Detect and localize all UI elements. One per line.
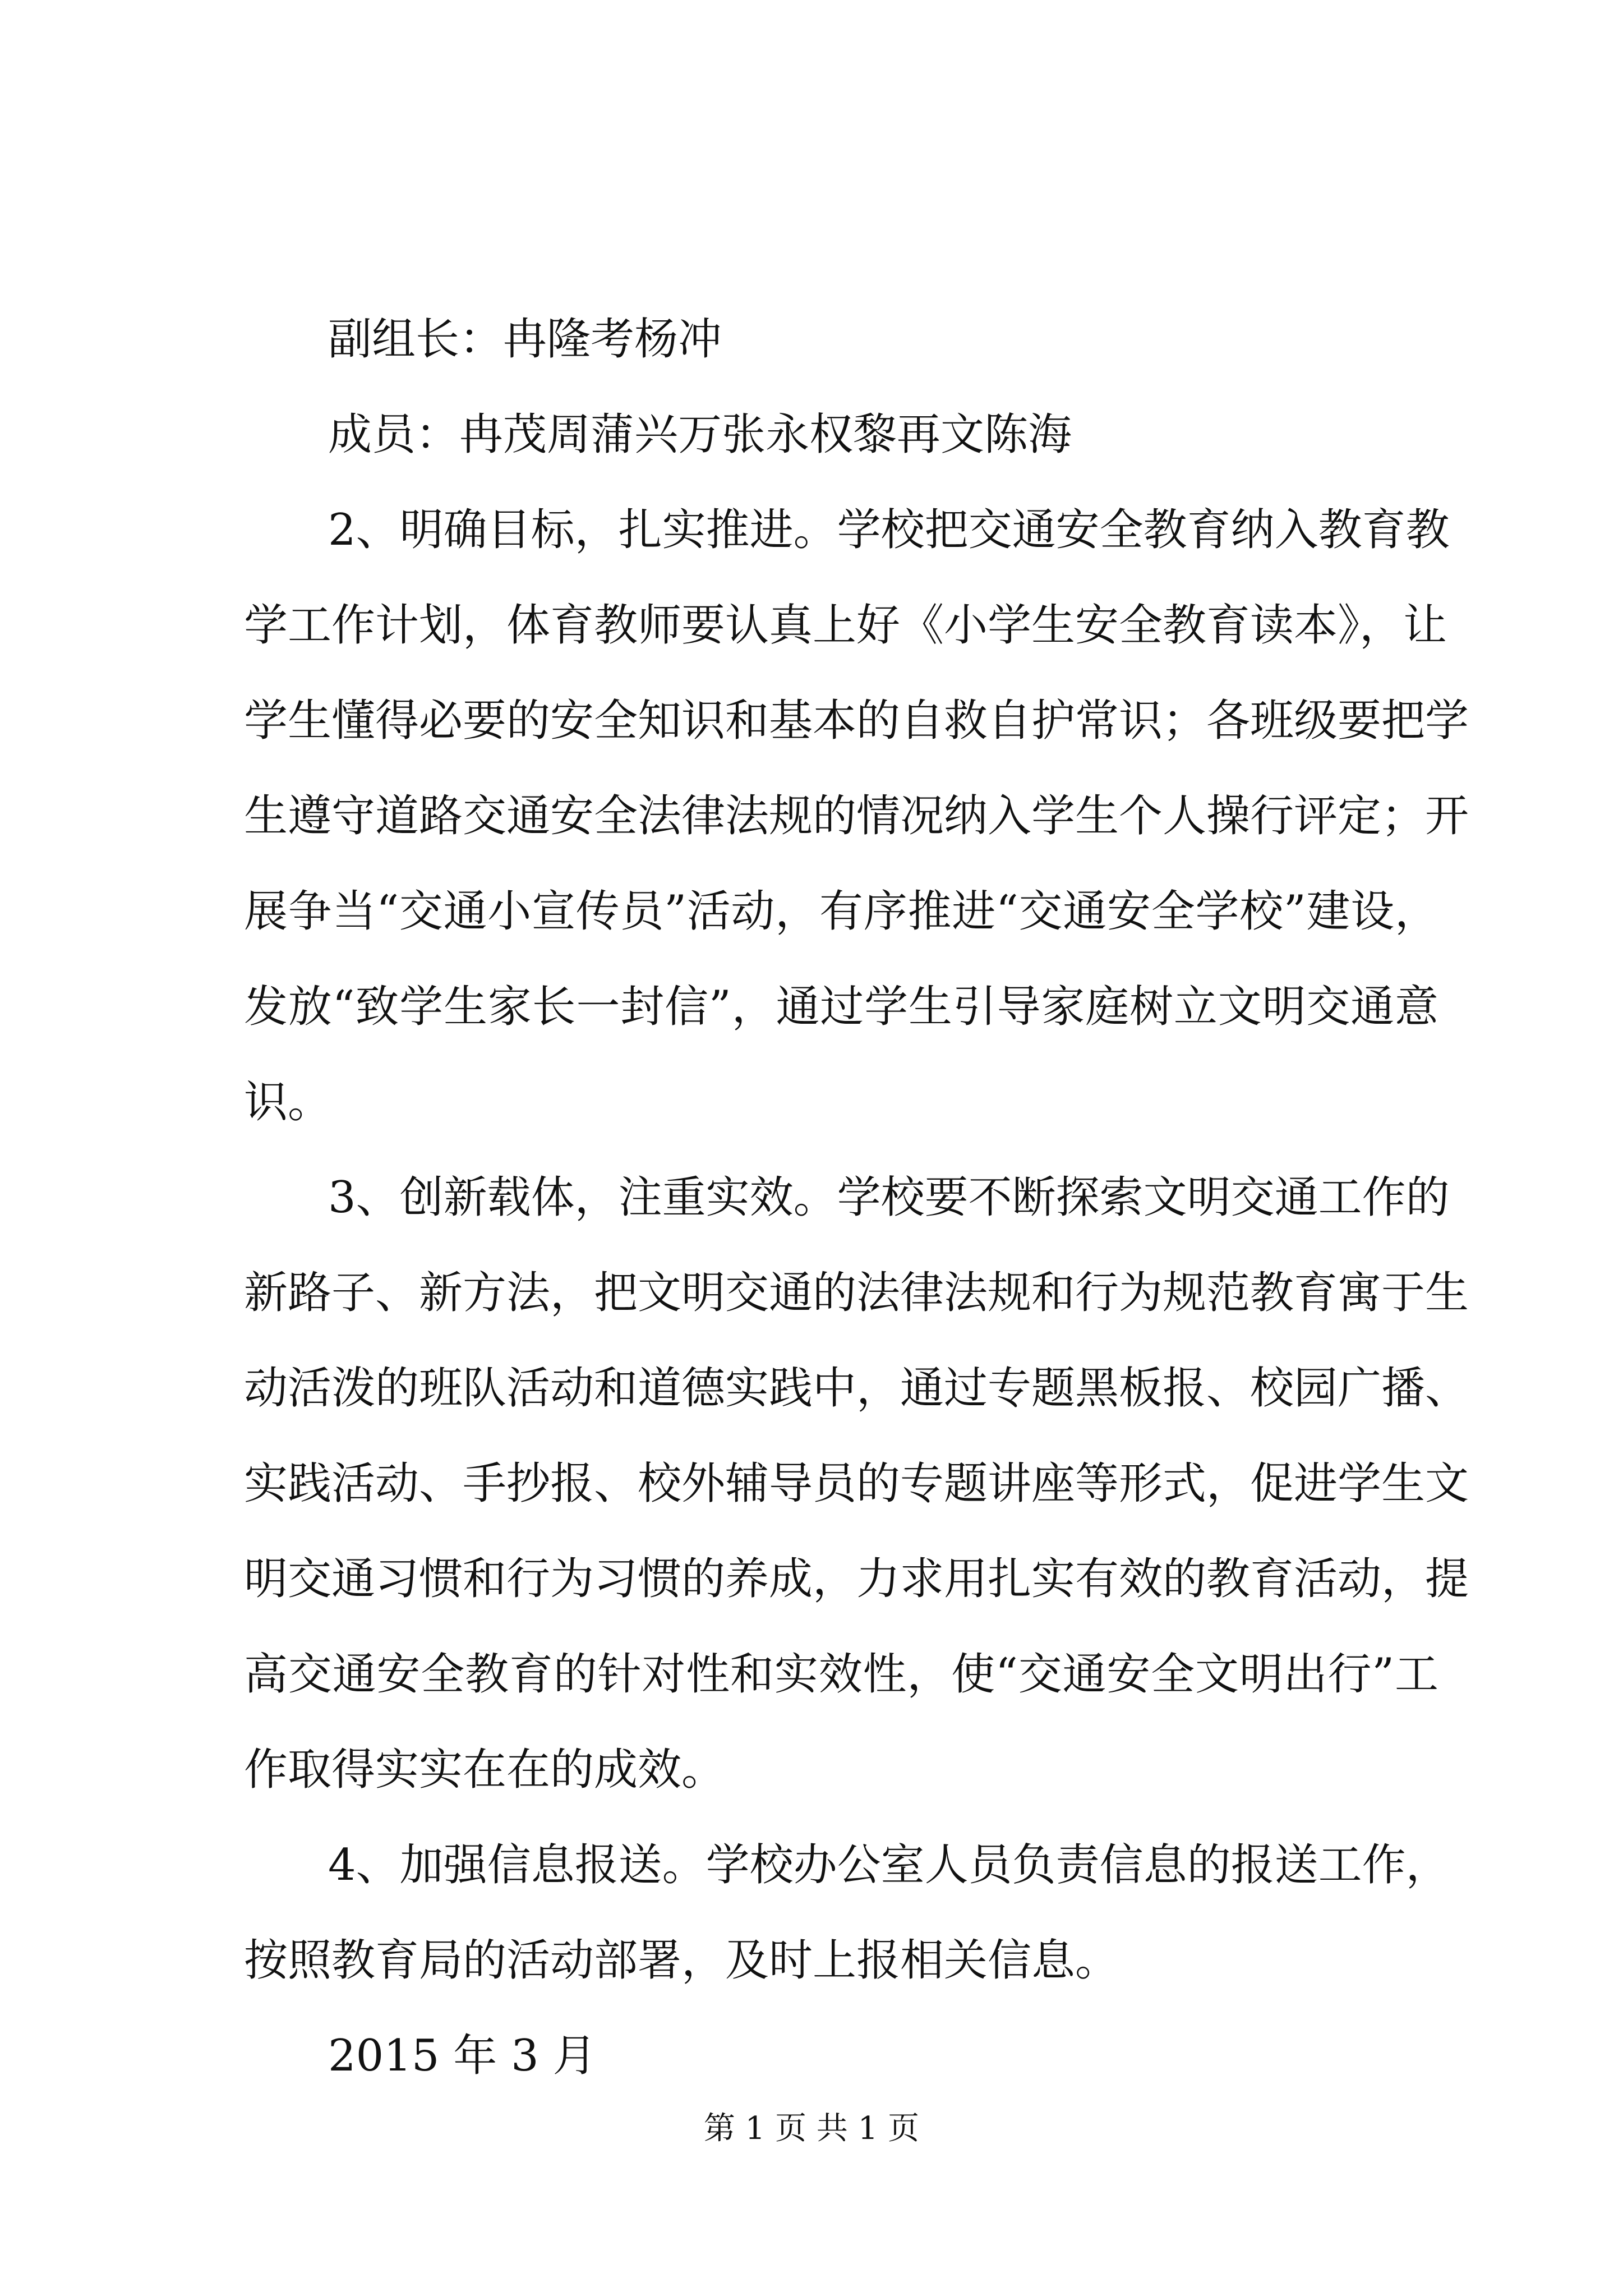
text-line: 按照教育局的活动部署，及时上报相关信息。	[244, 1935, 1119, 1986]
text-line: 4、加强信息报送。学校办公室人员负责信息的报送工作，	[328, 1840, 1450, 1890]
text-line: 成员：冉茂周蒲兴万张永权黎再文陈海	[328, 409, 1072, 460]
text-line: 学工作计划，体育教师要认真上好《小学生安全教育读本》，让	[244, 600, 1447, 651]
text-line: 生遵守道路交通安全法律法规的情况纳入学生个人操行评定；开	[244, 791, 1469, 841]
text-line: 副组长：冉隆考杨冲	[328, 314, 722, 365]
text-line: 3、创新载体，注重实效。学校要不断探索文明交通工作的	[328, 1172, 1450, 1223]
page-footer: 第 1 页 共 1 页	[703, 2110, 920, 2147]
text-line: 识。	[244, 1077, 332, 1128]
text-line: 高交通安全教育的针对性和实效性，使“交通安全文明出行”工	[244, 1649, 1438, 1700]
text-line: 2、明确目标，扎实推进。学校把交通安全教育纳入教育教	[328, 505, 1450, 555]
text-line: 展争当“交通小宣传员”活动，有序推进“交通安全学校”建设，	[244, 886, 1438, 937]
text-line: 动活泼的班队活动和道德实践中，通过专题黑板报、校园广播、	[244, 1363, 1469, 1414]
text-line: 新路子、新方法，把文明交通的法律法规和行为规范教育寓于生	[244, 1268, 1469, 1318]
text-line: 作取得实实在在的成效。	[244, 1745, 726, 1795]
document-body	[244, 292, 1469, 2104]
text-line: 实践活动、手抄报、校外辅导员的专题讲座等形式，促进学生文	[244, 1458, 1469, 1509]
text-line: 发放“致学生家长一封信”，通过学生引导家庭树立文明交通意	[244, 982, 1438, 1032]
text-line: 2015 年 3 月	[328, 2031, 597, 2081]
text-line: 明交通习惯和行为习惯的养成，力求用扎实有效的教育活动，提	[244, 1554, 1469, 1604]
text-line: 学生懂得必要的安全知识和基本的自救自护常识；各班级要把学	[244, 696, 1469, 746]
